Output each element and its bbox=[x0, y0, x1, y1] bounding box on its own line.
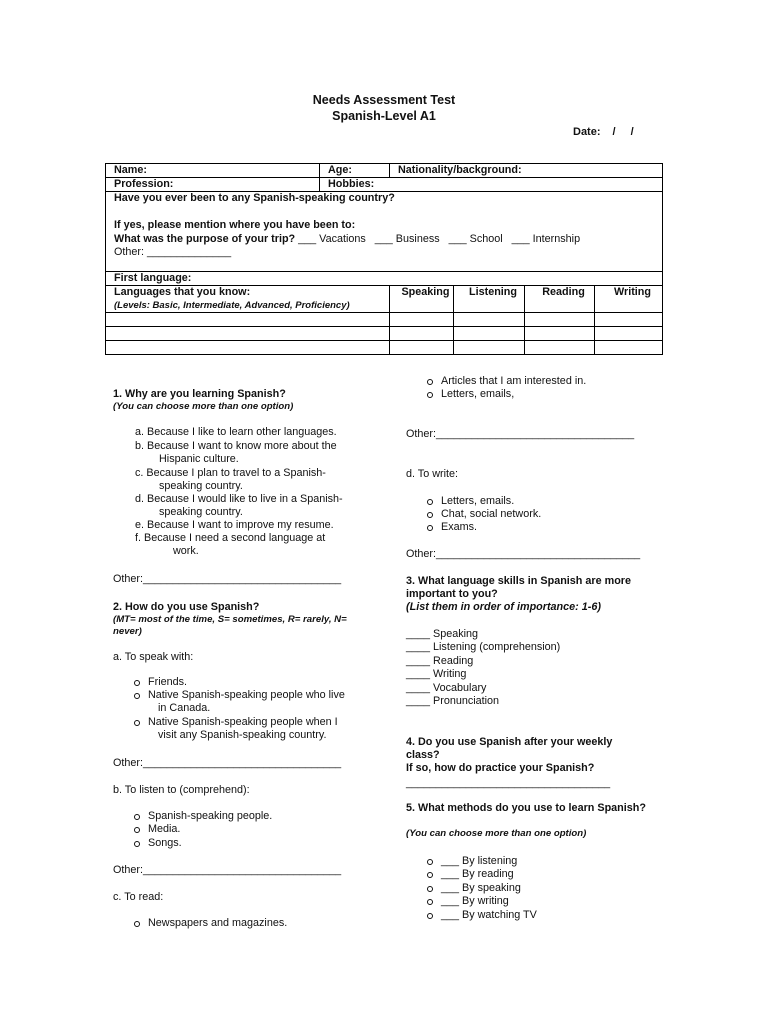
purpose-internship[interactable]: ___ Internship bbox=[511, 232, 581, 245]
q2-a-item-1[interactable]: Friends. bbox=[148, 676, 188, 688]
q2-b-other[interactable]: Other:_________________________________ bbox=[113, 864, 342, 876]
q2-a-other[interactable]: Other:_________________________________ bbox=[113, 757, 342, 769]
q1-option-e[interactable]: e. Because I want to improve my resume. bbox=[135, 519, 334, 531]
date-field[interactable] bbox=[573, 126, 634, 138]
q3-note: (List them in order of importance: 1-6) bbox=[406, 601, 601, 613]
q5-item-speaking[interactable]: ___ By speaking bbox=[441, 882, 521, 894]
q5-note: (You can choose more than one option) bbox=[406, 828, 587, 839]
q2-d-item-3[interactable]: Exams. bbox=[441, 521, 477, 533]
skill-header-listening: Listening bbox=[454, 286, 525, 313]
levels-note: (Levels: Basic, Intermediate, Advanced, Proficiency) bbox=[114, 300, 350, 311]
document-subtitle: Spanish-Level A1 bbox=[332, 109, 436, 123]
q2-note: (MT= most of the time, S= sometimes, R= rarely, N= never) bbox=[113, 614, 347, 637]
q4-line-3: If so, how do practice your Spanish? bbox=[406, 762, 595, 774]
purpose-business[interactable]: ___ Business bbox=[374, 232, 440, 245]
been-question: Have you ever been to any Spanish-speaking country? bbox=[114, 192, 395, 204]
q2-a-item-2[interactable]: Native Spanish-speaking people who live in Canada. bbox=[148, 689, 345, 715]
q1-option-b[interactable]: b. Because I want to know more about the Hispanic culture. bbox=[135, 440, 337, 466]
q3-item-listening[interactable]: ____ Listening (comprehension) bbox=[406, 641, 561, 653]
q2-b-item-2[interactable]: Media. bbox=[148, 823, 181, 835]
q5-title: 5. What methods do you use to learn Spanish? bbox=[406, 802, 646, 814]
languages-known-cell bbox=[106, 286, 390, 313]
q2-d-item-1[interactable]: Letters, emails. bbox=[441, 495, 515, 507]
q5-item-writing[interactable]: ___ By writing bbox=[441, 895, 509, 907]
q4-line-1: 4. Do you use Spanish after your weekly bbox=[406, 736, 613, 748]
languages-known-label: Languages that you know: bbox=[114, 286, 251, 298]
q1-option-d[interactable]: d. Because I would like to live in a Spanish- speaking country. bbox=[135, 493, 343, 519]
q5-item-listening[interactable]: ___ By listening bbox=[441, 855, 518, 867]
q2-d-label: d. To write: bbox=[406, 468, 459, 480]
skill-header-writing: Writing bbox=[595, 286, 663, 313]
table-row bbox=[106, 327, 663, 341]
q2-d-item-2[interactable]: Chat, social network. bbox=[441, 508, 542, 520]
q5-item-watching-tv[interactable]: ___ By watching TV bbox=[441, 909, 537, 921]
q3-item-speaking[interactable]: ____ Speaking bbox=[406, 628, 479, 640]
purpose-vacations[interactable]: ___ Vacations bbox=[298, 232, 366, 245]
q3-item-vocabulary[interactable]: ____ Vocabulary bbox=[406, 682, 487, 694]
q4-line-2: class? bbox=[406, 749, 440, 761]
purpose-question: What was the purpose of your trip? bbox=[114, 232, 296, 245]
q2-b-label: b. To listen to (comprehend): bbox=[113, 784, 250, 796]
q2-c-label: c. To read: bbox=[113, 891, 164, 903]
q1-option-f[interactable]: f. Because I need a second language at work. bbox=[135, 532, 326, 558]
q2-a-label: a. To speak with: bbox=[113, 651, 194, 663]
first-language-field[interactable]: First language: bbox=[106, 272, 663, 286]
q3-item-reading[interactable]: ____ Reading bbox=[406, 655, 474, 667]
q3-item-pronunciation[interactable]: ____ Pronunciation bbox=[406, 695, 500, 707]
document-title: Needs Assessment Test bbox=[312, 93, 456, 107]
name-field[interactable]: Name: bbox=[106, 164, 320, 178]
q2-b-item-3[interactable]: Songs. bbox=[148, 837, 182, 849]
q1-option-c[interactable]: c. Because I plan to travel to a Spanish- speaking country. bbox=[135, 467, 326, 493]
q1-other[interactable]: Other:_________________________________ bbox=[113, 573, 342, 585]
table-row bbox=[106, 341, 663, 355]
info-table bbox=[105, 163, 663, 355]
skill-header-reading: Reading bbox=[525, 286, 595, 313]
q2-d-other[interactable]: Other:__________________________________ bbox=[406, 548, 641, 560]
q2-c-item-1[interactable]: Newspapers and magazines. bbox=[148, 917, 288, 929]
q2-a-item-3[interactable]: Native Spanish-speaking people when I visit any Spanish-speaking country. bbox=[148, 716, 338, 742]
purpose-other[interactable]: Other: ______________ bbox=[114, 246, 232, 258]
q5-item-reading[interactable]: ___ By reading bbox=[441, 868, 514, 880]
date-label: Date: bbox=[573, 126, 601, 138]
age-field[interactable]: Age: bbox=[320, 164, 390, 178]
q2-b-item-1[interactable]: Spanish-speaking people. bbox=[148, 810, 273, 822]
q1-note: (You can choose more than one option) bbox=[113, 401, 294, 412]
hobbies-field[interactable]: Hobbies: bbox=[320, 178, 663, 192]
q2-c-item-3[interactable]: Letters, emails, bbox=[441, 388, 515, 400]
table-row bbox=[106, 313, 663, 327]
profession-field[interactable]: Profession: bbox=[106, 178, 320, 192]
if-yes-prompt: If yes, please mention where you have been to: bbox=[114, 219, 356, 231]
purpose-school[interactable]: ___ School bbox=[448, 232, 503, 245]
q2-c-item-2[interactable]: Articles that I am interested in. bbox=[441, 375, 587, 387]
q3-title: 3. What language skills in Spanish are more important to you? bbox=[406, 575, 632, 600]
nationality-field[interactable]: Nationality/background: bbox=[390, 164, 663, 178]
q1-title: 1. Why are you learning Spanish? bbox=[113, 388, 286, 400]
q1-option-a[interactable]: a. Because I like to learn other languages. bbox=[135, 426, 337, 438]
q2-c-other[interactable]: Other:_________________________________ bbox=[406, 428, 635, 440]
q4-answer-blank[interactable]: __________________________________ bbox=[406, 777, 611, 789]
date-slashes: / / bbox=[612, 126, 634, 138]
q2-title: 2. How do you use Spanish? bbox=[113, 601, 260, 613]
travel-section[interactable] bbox=[106, 192, 663, 272]
skill-header-speaking: Speaking bbox=[390, 286, 454, 313]
q3-item-writing[interactable]: ____ Writing bbox=[406, 668, 467, 680]
